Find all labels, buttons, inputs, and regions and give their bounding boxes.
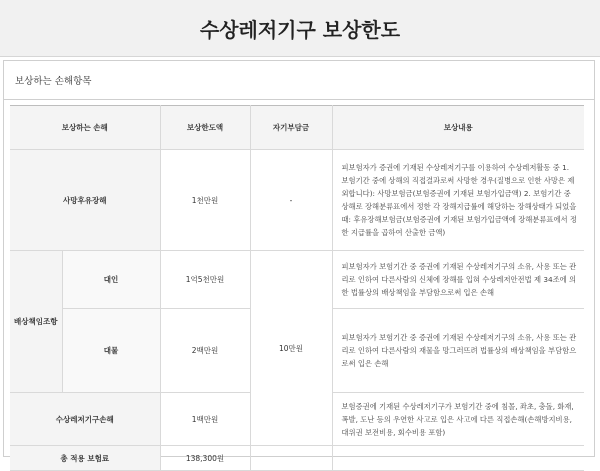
table-header-row	[10, 106, 584, 150]
section-title: 보상하는 손해항목	[4, 61, 594, 100]
title-bar	[0, 0, 600, 57]
total-row	[10, 446, 584, 471]
row-label-vessel: 수상레저기구손해	[10, 393, 160, 446]
total-value: 138,300원	[160, 446, 250, 471]
coverage-panel	[3, 60, 595, 463]
row-label-person: 대인	[62, 251, 160, 309]
page-title: 수상레저기구 보상한도	[199, 17, 401, 42]
table-row	[10, 150, 584, 251]
row-label-death: 사망후유장해	[10, 150, 160, 251]
limit-death: 1천만원	[160, 150, 250, 251]
liability-group-label: 배상책임조항	[10, 251, 62, 393]
header-content: 보상내용	[332, 106, 584, 150]
row-label-property: 대물	[62, 309, 160, 393]
limit-property: 2백만원	[160, 309, 250, 393]
limit-person: 1억5천만원	[160, 251, 250, 309]
header-limit: 보상한도액	[160, 106, 250, 150]
content-person: 피보험자가 보험기간 중 증권에 기재된 수상레저기구의 소유, 사용 또는 관리로 인하여 다른사람의 신체에 장해를 입혀 수상레저안전법 제 34조에 의한 법률상의 배상책임을 부담함으로써 입은 손해	[332, 251, 584, 309]
header-loss-type: 보상하는 손해	[10, 106, 160, 150]
content-property: 피보험자가 보험기간 중 증권에 기재된 수상레저기구의 소유, 사용 또는 관리로 인하여 다른사람의 재물을 망그러뜨려 법률상의 배상책임을 부담함으로써 입은 손해	[332, 309, 584, 393]
coverage-table	[10, 105, 584, 471]
total-empty-cell	[250, 446, 332, 471]
content-death: 피보험자가 증권에 기재된 수상레저기구를 이용하여 수상레저활동 중 1. 보험기간 중에 상해의 직접결과로써 사망한 경우(질병으로 인한 사망은 제외합니다): 사망보험금(보험증권에 기재된 보험가입금액) 2. 보험기간 중 상해로 장해분류표에서 정한 각 장해지급률에 해당하는 장해상태가 되었을 때: 후유장해보험금(보험증권에 기재된 보험가입금액에 장해분류표에서 정한 지급률을 곱하여 산출한 금액)	[332, 150, 584, 251]
limit-vessel: 1백만원	[160, 393, 250, 446]
table-row	[10, 251, 584, 309]
coverage-table-wrap	[10, 105, 584, 471]
total-label: 총 적용 보험료	[10, 446, 160, 471]
deductible-death: -	[250, 150, 332, 251]
total-empty-cell	[332, 446, 584, 471]
content-vessel: 보험증권에 기재된 수상레저기구가 보험기간 중에 침몰, 좌초, 충돌, 화재, 폭발, 도난 등의 우연한 사고로 입은 사고에 다른 직접손해(손해방지비용, 대위권 보전비용, 회수비용 포함)	[332, 393, 584, 446]
header-deductible: 자기부담금	[250, 106, 332, 150]
shared-deductible: 10만원	[250, 251, 332, 446]
